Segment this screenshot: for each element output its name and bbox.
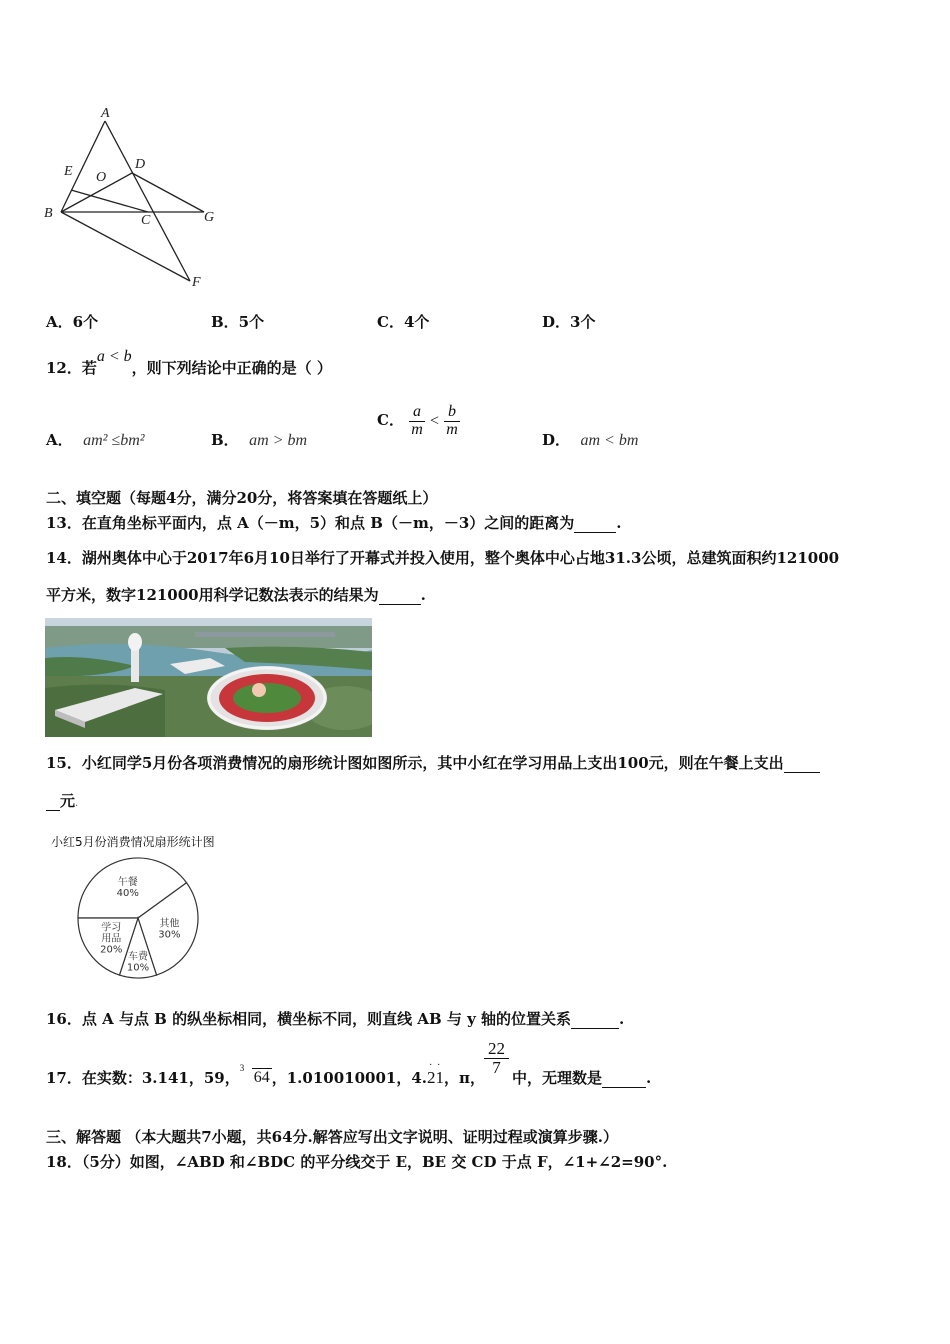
geometry-figure — [40, 105, 230, 290]
q13-text: 13．在直角坐标平面内，点 A（－m，5）和点 B（－m，－3）之间的距离为 . — [46, 514, 622, 532]
q11-option-d: D．3个 — [542, 313, 596, 331]
label-f: F — [192, 275, 201, 290]
stadium-photo — [45, 618, 372, 737]
q16-text: 16．点 A 与点 B 的纵坐标相同，横坐标不同，则直线 AB 与 y 轴的位置关系 . — [46, 1010, 625, 1028]
section3-heading: 三、解答题 （本大题共7小题，共64分.解答应写出文字说明、证明过程或演算步骤.） — [46, 1128, 618, 1146]
label-o: O — [96, 170, 107, 185]
q12-option-b-expr: am > bm — [249, 432, 308, 449]
q14-line2: 平方米，数字121000用科学记数法表示的结果为 . — [46, 586, 426, 604]
q16-blank — [571, 1010, 619, 1029]
q17-blank — [602, 1069, 646, 1088]
q17-fraction: $\frac{22}{7}$ — [484, 1040, 509, 1077]
q12-stem — [46, 348, 332, 378]
segment-af — [105, 121, 190, 281]
q12-option-a-expr: am² ≤bm² — [83, 432, 145, 449]
q12-option-b: B． am > bm — [211, 431, 308, 449]
pie-value-label-3: 20% — [100, 944, 123, 956]
q18-text: 18．（5分）如图，∠ABD 和∠BDC 的平分线交于 E，BE 交 CD 于点 F，∠1+∠2=90°. — [46, 1153, 668, 1171]
q15-line2: 元. — [46, 790, 78, 811]
q11-option-a: A．6个 — [46, 313, 99, 331]
label-e: E — [64, 164, 73, 179]
q12-option-c-frac-a: $\frac{a}{m}$ — [411, 403, 423, 438]
q12-option-d: D． am < bm — [542, 431, 639, 449]
q12-option-c: C． $\frac{a}{m}$ < $\frac{b}{m}$ — [377, 403, 458, 438]
q12-suffix: ，则下列结论中正确的是（ ） — [131, 359, 332, 377]
pie-category-label-2: 车费 — [128, 951, 148, 963]
label-c: C — [141, 213, 151, 228]
pie-category-label-0: 午餐 — [117, 877, 138, 889]
pie-value-label-0: 40% — [116, 888, 139, 900]
label-d: D — [135, 157, 146, 172]
pie-category-label-3: 用品 — [101, 933, 122, 945]
section2-heading: 二、填空题（每题4分，满分20分，将答案填在答题纸上） — [46, 489, 438, 507]
pie-category-label-3: 学习 — [101, 922, 122, 934]
pie-chart — [70, 852, 208, 984]
q11-option-c: C．4个 — [377, 313, 430, 331]
q15-blank-part2 — [46, 792, 60, 811]
q12-option-c-frac-b: $\frac{b}{m}$ — [446, 403, 458, 438]
repeating-decimal: 21 · · — [427, 1060, 444, 1087]
q15-line1: 15．小红同学5月份各项消费情况的扇形统计图如图所示，其中小红在学习用品上支出100元，则在午餐上支出 — [46, 752, 820, 773]
q13-blank — [574, 514, 616, 533]
cube-root: 3 64 — [239, 1063, 270, 1086]
label-g: G — [204, 210, 215, 225]
q14-line1: 14．湖州奥体中心于2017年6月10日举行了开幕式并投入使用，整个奥体中心占地31.3公顷，总建筑面积约121000 — [46, 549, 840, 567]
q12-option-a: A． am² ≤bm² — [46, 431, 145, 449]
q11-option-b: B．5个 — [211, 313, 265, 331]
pie-value-label-1: 30% — [158, 929, 181, 941]
segment-ec — [71, 190, 148, 212]
q12-option-d-expr: am < bm — [580, 432, 639, 449]
q15-blank-part1 — [784, 754, 820, 773]
q12-prefix: 12．若 — [46, 359, 97, 377]
label-b: B — [44, 206, 53, 221]
pie-chart-title: 小红5月份消费情况扇形统计图 — [51, 835, 215, 849]
q14-blank — [379, 586, 421, 605]
q12-condition: a < b — [96, 348, 132, 365]
label-a: A — [101, 106, 110, 121]
segment-bf — [61, 212, 190, 281]
pie-value-label-2: 10% — [126, 962, 150, 974]
pie-category-label-1: 其他 — [159, 918, 180, 930]
